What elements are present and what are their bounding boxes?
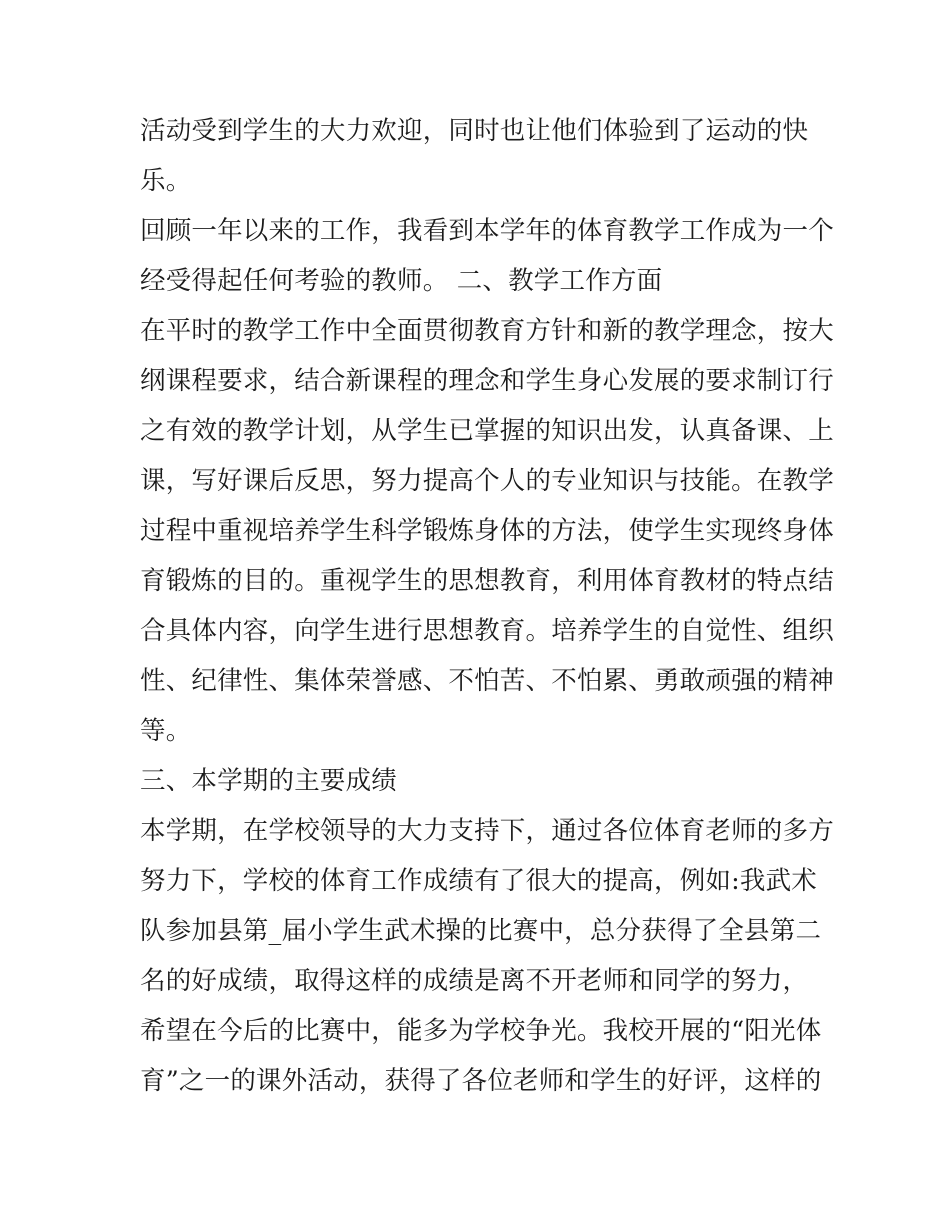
text-line: 努力下，学校的体育工作成绩有了很大的提高，例如:我武术 — [140, 866, 817, 896]
text-line: 育锻炼的目的。重视学生的思想教育，利用体育教材的特点结 — [140, 566, 834, 596]
text-line: 回顾一年以来的工作，我看到本学年的体育教学工作成为一个 — [140, 216, 834, 246]
text-line: 活动受到学生的大力欢迎，同时也让他们体验到了运动的快 — [140, 116, 809, 146]
text-line: 队参加县第_届小学生武术操的比赛中，总分获得了全县第二 — [140, 916, 822, 946]
text-line: 性、纪律性、集体荣誉感、不怕苦、不怕累、勇敢顽强的精神 — [140, 666, 834, 696]
text-line: 合具体内容，向学生进行思想教育。培养学生的自觉性、组织 — [140, 616, 834, 646]
text-line: 育”之一的课外活动，获得了各位老师和学生的好评，这样的 — [140, 1066, 822, 1096]
text-line: 等。 — [140, 716, 192, 746]
text-line: 在平时的教学工作中全面贯彻教育方针和新的教学理念，按大 — [140, 316, 834, 346]
text-line: 纲课程要求，结合新课程的理念和学生身心发展的要求制订行 — [140, 366, 834, 396]
text-line: 之有效的教学计划，从学生已掌握的知识出发，认真备课、上 — [140, 416, 834, 446]
text-line: 经受得起任何考验的教师。 二、教学工作方面 — [140, 266, 663, 296]
text-line: 名的好成绩，取得这样的成绩是离不开老师和同学的努力， — [140, 966, 809, 996]
text-line: 乐。 — [140, 166, 192, 196]
text-line: 过程中重视培养学生科学锻炼身体的方法，使学生实现终身体 — [140, 516, 834, 546]
text-line: 本学期，在学校领导的大力支持下，通过各位体育老师的多方 — [140, 816, 834, 846]
text-line: 课，写好课后反思，努力提高个人的专业知识与技能。在教学 — [140, 466, 834, 496]
section-heading: 三、本学期的主要成绩 — [140, 766, 398, 796]
text-line: 希望在今后的比赛中，能多为学校争光。我校开展的“阳光体 — [140, 1016, 822, 1046]
